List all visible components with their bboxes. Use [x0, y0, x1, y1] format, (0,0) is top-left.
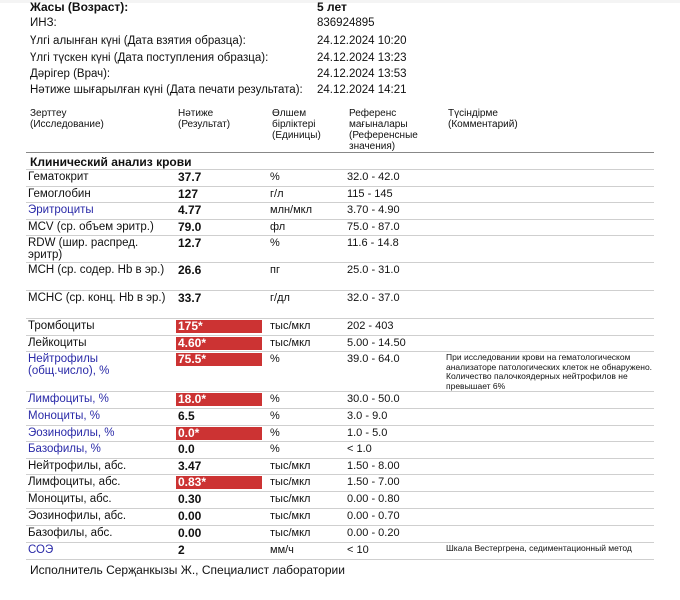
table-row: [26, 508, 654, 526]
result-value: 33.7: [178, 291, 202, 305]
result-value-abnormal: 0.0*: [176, 427, 262, 440]
result-unit: %: [270, 237, 280, 249]
test-name: MCHC (ср. конц. Hb в эр.): [28, 292, 166, 304]
test-name[interactable]: Эритроциты: [28, 204, 94, 216]
reference-range: 115 - 145: [347, 188, 393, 200]
test-name[interactable]: Базофилы, %: [28, 443, 101, 455]
result-unit: тыс/мкл: [270, 460, 311, 472]
table-row: [26, 525, 654, 543]
test-name: Базофилы, абс.: [28, 527, 113, 539]
header-value: 24.12.2024 13:23: [317, 52, 407, 64]
test-name[interactable]: Моноциты, %: [28, 410, 101, 422]
table-row: [26, 290, 654, 319]
result-value: 0.0: [178, 442, 195, 456]
result-value: 26.6: [178, 263, 202, 277]
header-label: ИНЗ:: [30, 17, 57, 29]
result-unit: тыс/мкл: [270, 476, 311, 488]
test-name: Лимфоциты, абс.: [28, 476, 121, 488]
result-unit: г/л: [270, 188, 284, 200]
result-value-abnormal: 0.83*: [176, 476, 262, 489]
table-row: [26, 186, 654, 203]
reference-range: < 1.0: [347, 443, 372, 455]
reference-range: 0.00 - 0.20: [347, 527, 400, 539]
result-unit: тыс/мкл: [270, 527, 311, 539]
reference-range: 30.0 - 50.0: [347, 393, 400, 405]
test-name: Нейтрофилы, абс.: [28, 460, 127, 472]
test-name: Лейкоциты: [28, 337, 87, 349]
test-name: Эозинофилы, абс.: [28, 510, 127, 522]
result-comment: При исследовании крови на гематологическом анализаторе патологических клеток не обнаружено. Количество палочкоядерных нейтрофилов не превышает 6%: [446, 352, 653, 391]
table-row: [26, 262, 654, 291]
table-row: [26, 202, 654, 220]
test-name: Моноциты, абс.: [28, 493, 112, 505]
test-name[interactable]: СОЭ: [28, 544, 54, 556]
table-row: [26, 391, 654, 409]
header-label: Жасы (Возраст):: [30, 0, 129, 14]
reference-range: 1.50 - 8.00: [347, 460, 400, 472]
table-row: [26, 235, 654, 263]
result-unit: г/дл: [270, 292, 290, 304]
reference-range: 0.00 - 0.80: [347, 493, 400, 505]
result-unit: %: [270, 443, 280, 455]
result-value-abnormal: 75.5*: [176, 353, 262, 366]
table-row: [26, 169, 654, 187]
reference-range: 202 - 403: [347, 320, 394, 332]
reference-range: 25.0 - 31.0: [347, 264, 400, 276]
column-header-reference: Референс мағыналары (Референсные значения): [349, 108, 418, 152]
header-label: Үлгі алынған күні (Дата взятия образца):: [30, 35, 246, 47]
header-label: Дәрігер (Врач):: [30, 68, 111, 80]
reference-range: 3.0 - 9.0: [347, 410, 388, 422]
column-header-units: Өлшем бірліктері (Единицы): [272, 108, 321, 141]
test-name: MCV (ср. объем эритр.): [28, 221, 154, 233]
result-value: 79.0: [178, 220, 202, 234]
reference-range: 0.00 - 0.70: [347, 510, 400, 522]
result-value: 4.77: [178, 203, 202, 217]
reference-range: 11.6 - 14.8: [347, 237, 399, 249]
header-label: Үлгі түскен күні (Дата поступления образца):: [30, 52, 269, 64]
table-row: [26, 318, 654, 336]
table-row: [26, 408, 654, 426]
table-row: [26, 219, 654, 236]
table-row: [26, 335, 654, 352]
header-label: Нәтиже шығарылған күні (Дата печати результата):: [30, 84, 303, 96]
result-unit: тыс/мкл: [270, 493, 311, 505]
result-unit: пг: [270, 264, 280, 276]
test-name[interactable]: Эозинофилы, %: [28, 427, 115, 439]
result-value: 6.5: [178, 409, 195, 423]
table-row: [26, 474, 654, 492]
reference-range: 39.0 - 64.0: [347, 353, 400, 365]
result-unit: тыс/мкл: [270, 320, 311, 332]
reference-range: 75.0 - 87.0: [347, 221, 400, 233]
result-unit: млн/мкл: [270, 204, 313, 216]
result-unit: тыс/мкл: [270, 337, 311, 349]
table-row: [26, 351, 654, 392]
result-value: 0.30: [178, 492, 202, 506]
test-name: Гемоглобин: [28, 188, 91, 200]
reference-range: 32.0 - 37.0: [347, 292, 400, 304]
result-value: 3.47: [178, 459, 202, 473]
table-row: [26, 542, 654, 560]
header-value: 24.12.2024 10:20: [317, 35, 407, 47]
result-value: 12.7: [178, 236, 202, 250]
result-value-abnormal: 18.0*: [176, 393, 262, 406]
header-value: 5 лет: [317, 0, 347, 14]
table-row: [26, 458, 654, 475]
result-unit: %: [270, 171, 280, 183]
section-title: Клинический анализ крови: [30, 155, 192, 169]
result-value: 127: [178, 187, 199, 201]
header-value: 24.12.2024 13:53: [317, 68, 407, 80]
result-value-abnormal: 4.60*: [176, 337, 262, 350]
column-header-result: Нәтиже (Результат): [178, 108, 231, 130]
header-value: 836924895: [317, 17, 375, 29]
result-unit: %: [270, 410, 280, 422]
test-name: Тромбоциты: [28, 320, 95, 332]
reference-range: 32.0 - 42.0: [347, 171, 400, 183]
result-unit: %: [270, 393, 280, 405]
test-name[interactable]: Лимфоциты, %: [28, 393, 109, 405]
reference-range: 1.0 - 5.0: [347, 427, 388, 439]
table-row: [26, 491, 654, 509]
footer-performer: Исполнитель Серҗанкызы Ж., Специалист лаборатории: [30, 563, 345, 577]
header-divider: [26, 152, 654, 153]
result-unit: тыс/мкл: [270, 510, 311, 522]
test-name: Гематокрит: [28, 171, 89, 183]
table-row: [26, 425, 654, 442]
result-unit: %: [270, 427, 280, 439]
reference-range: 5.00 - 14.50: [347, 337, 406, 349]
result-value: 2: [178, 543, 185, 557]
test-name: RDW (шир. распред. эритр): [28, 237, 139, 261]
result-value: 37.7: [178, 170, 202, 184]
result-value-abnormal: 175*: [176, 320, 262, 333]
test-name[interactable]: Нейтрофилы (общ.число), %: [28, 353, 110, 377]
column-header-comment: Түсіндірме (Комментарий): [448, 108, 518, 130]
result-comment: Шкала Вестергрена, седиментационный метод: [446, 543, 632, 553]
test-name: MCH (ср. содер. Hb в эр.): [28, 264, 165, 276]
result-unit: %: [270, 353, 280, 365]
result-value: 0.00: [178, 509, 202, 523]
result-unit: мм/ч: [270, 544, 294, 556]
result-value: 0.00: [178, 526, 202, 540]
result-unit: фл: [270, 221, 286, 233]
reference-range: < 10: [347, 544, 369, 556]
reference-range: 1.50 - 7.00: [347, 476, 400, 488]
column-header-test: Зерттеу (Исследование): [30, 108, 104, 130]
table-row: [26, 441, 654, 459]
reference-range: 3.70 - 4.90: [347, 204, 400, 216]
header-value: 24.12.2024 14:21: [317, 84, 407, 96]
